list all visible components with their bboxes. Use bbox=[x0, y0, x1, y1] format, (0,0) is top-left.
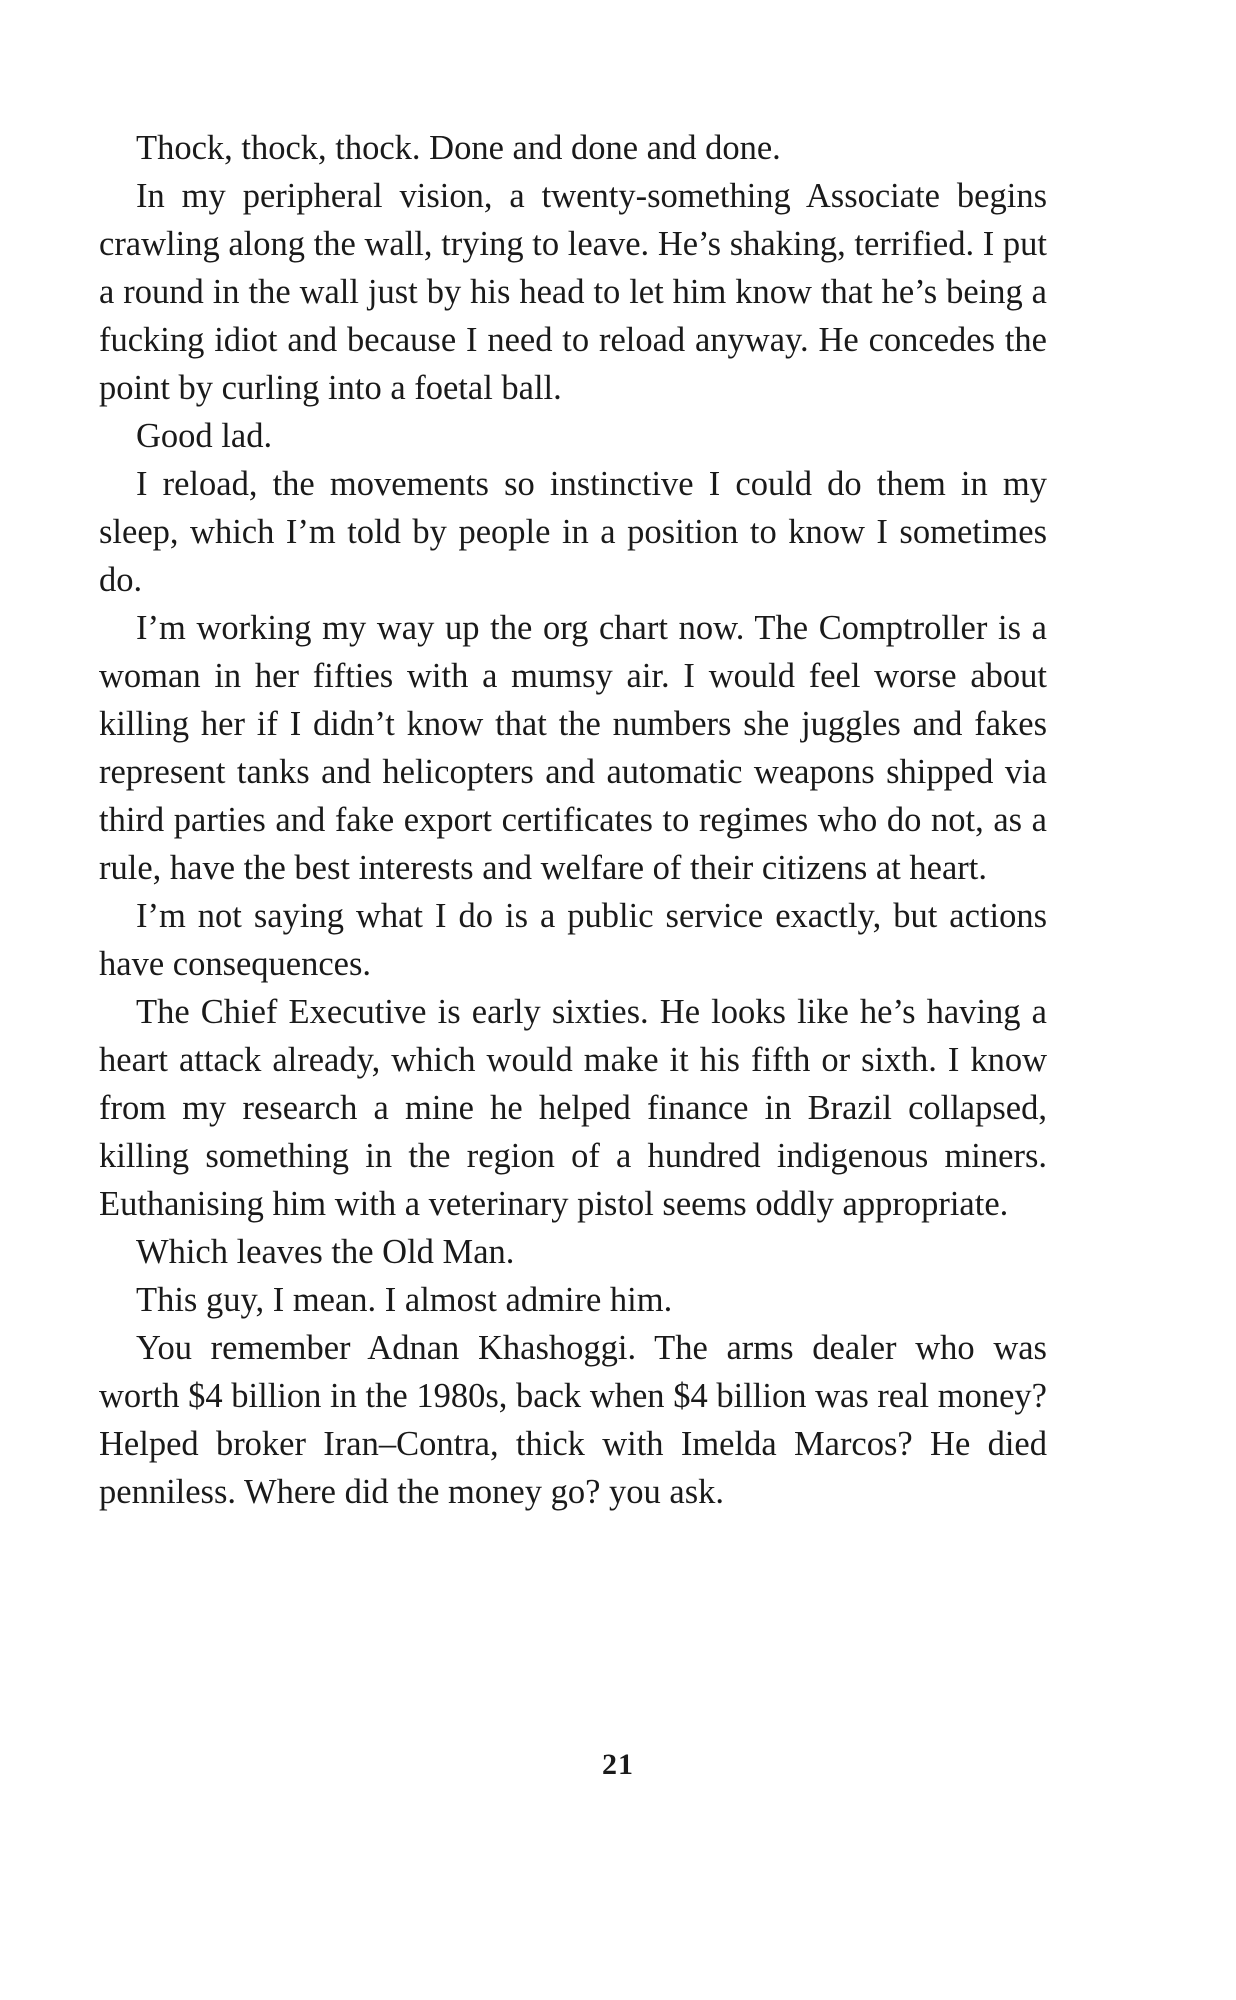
paragraph: Which leaves the Old Man. bbox=[136, 1233, 515, 1271]
paragraph: The Chief Executive is early sixties. He looks like he’s having a heart attack already, which would make it his fifth or sixth. I know from my research a mine he helped finance in Brazil collapsed, killing something in the region of a hundred indigenous miners. Euthanising him with a veterinary pistol seems oddly appropriate. bbox=[99, 993, 1047, 1223]
paragraph: You remember Adnan Khashoggi. The arms dealer who was worth $4 billion in the 1980s, back when $4 billion was real money? Helped broker Iran–Contra, thick with Imelda Marcos? He died penniless. Where did the money go? you ask. bbox=[99, 1329, 1047, 1511]
paragraph: This guy, I mean. I almost admire him. bbox=[136, 1281, 673, 1319]
paragraph: Good lad. bbox=[136, 417, 273, 455]
body-text bbox=[99, 124, 1047, 1516]
paragraph: I’m working my way up the org chart now. The Comptroller is a woman in her fifties with a mumsy air. I would feel worse about killing her if I didn’t know that the numbers she juggles and fakes represent tanks and helicopters and automatic weapons shipped via third parties and fake export certificates to regimes who do not, as a rule, have the best interests and welfare of their citizens at heart. bbox=[99, 609, 1047, 887]
paragraph: Thock, thock, thock. Done and done and done. bbox=[136, 129, 781, 167]
paragraph: In my peripheral vision, a twenty-something Associate begins crawling along the wall, trying to leave. He’s shaking, terrified. I put a round in the wall just by his head to let him know that he’s being a fucking idiot and because I need to reload anyway. He concedes the point by curling into a foetal ball. bbox=[99, 177, 1047, 407]
paragraph: I reload, the movements so instinctive I could do them in my sleep, which I’m told by people in a position to know I sometimes do. bbox=[99, 465, 1047, 599]
paragraph: I’m not saying what I do is a public service exactly, but actions have consequences. bbox=[99, 897, 1047, 983]
page-number: 21 bbox=[602, 1748, 634, 1781]
